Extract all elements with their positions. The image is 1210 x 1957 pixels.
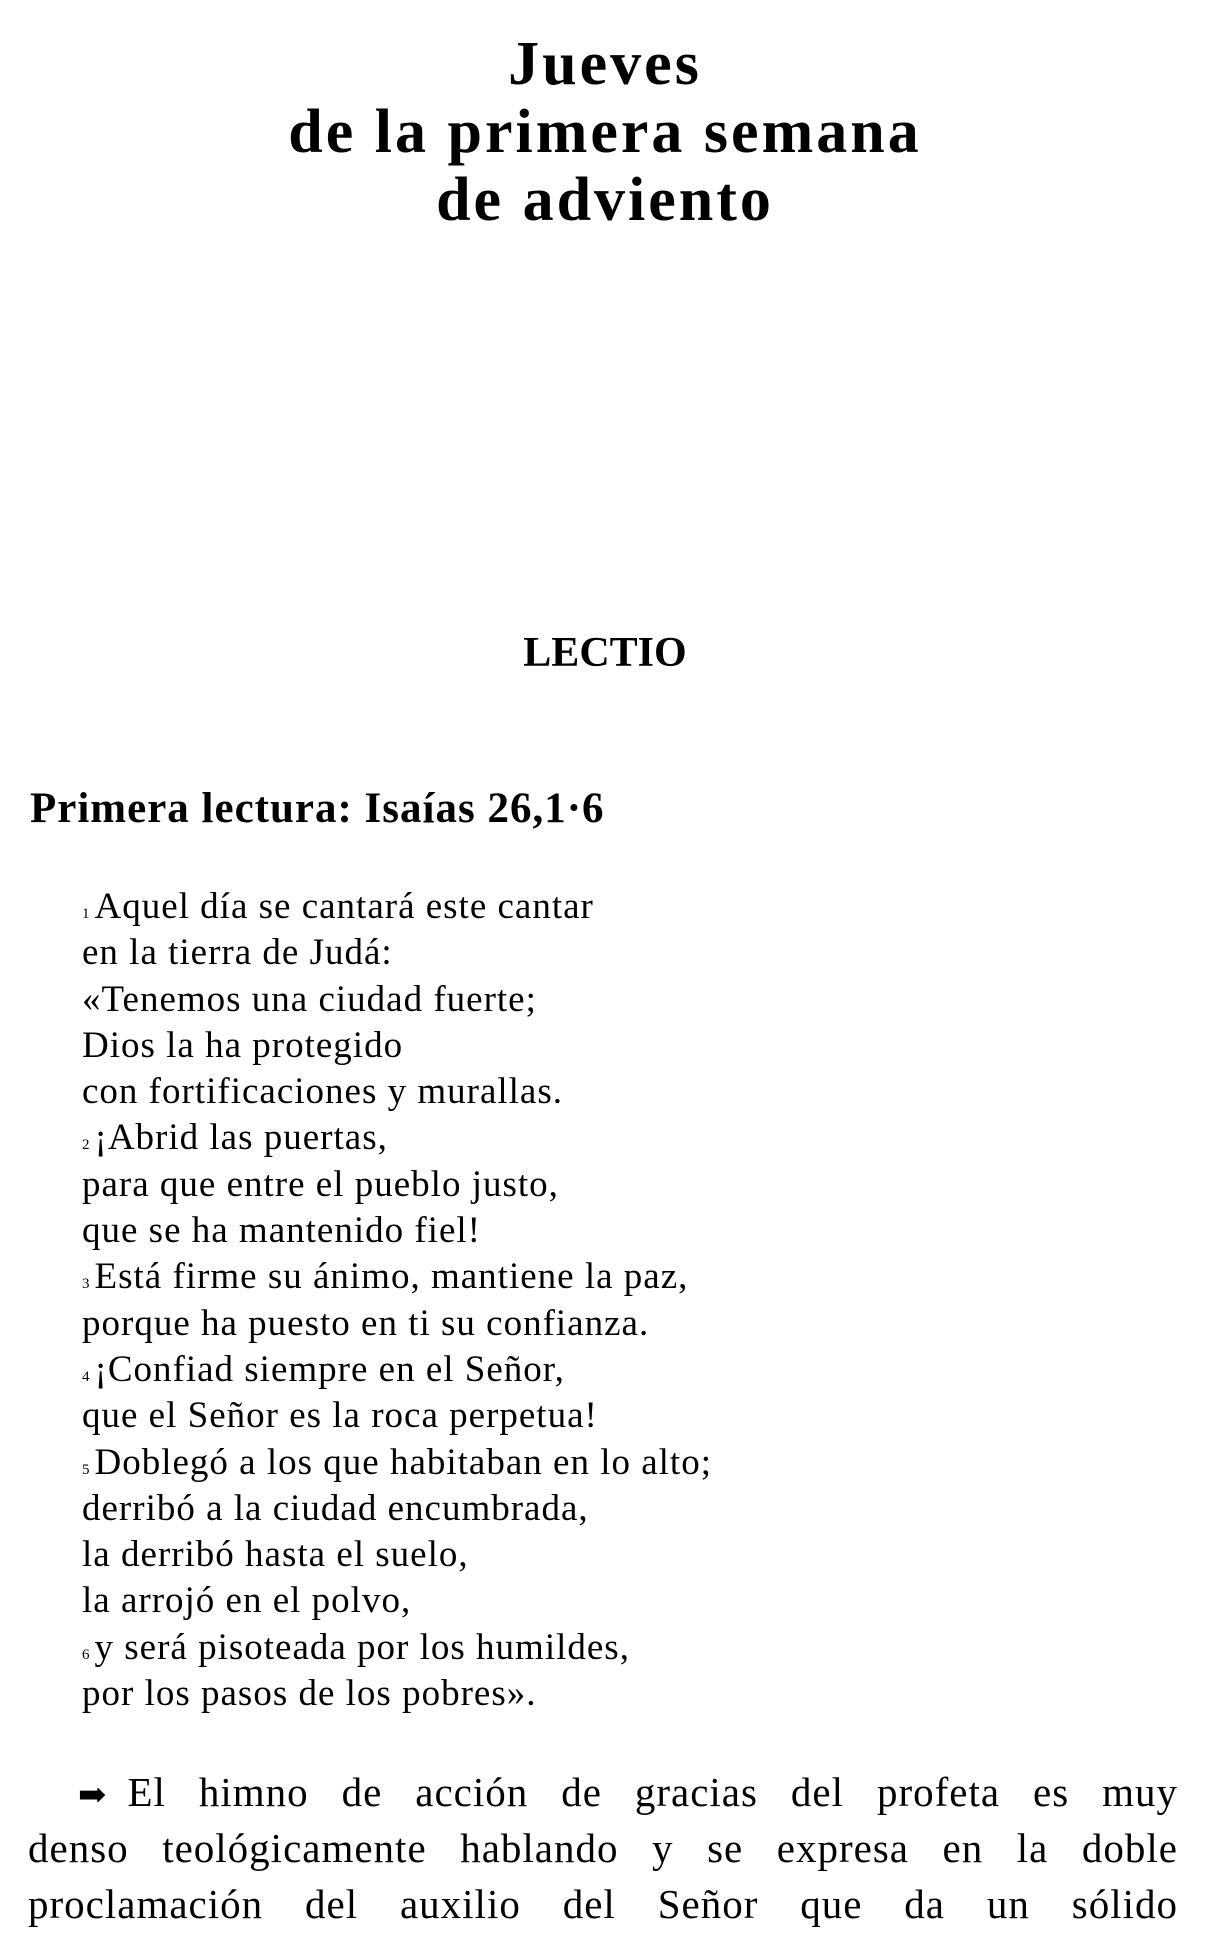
verse-text: «Tenemos una ciudad fuerte; — [82, 978, 537, 1020]
verse-line — [82, 1301, 712, 1347]
verse-line — [82, 884, 712, 930]
title-line-2: de la primera semana — [288, 98, 922, 166]
verse-text: y será pisoteada por los humildes, — [94, 1626, 630, 1668]
verse-line — [82, 930, 712, 976]
verse-line — [82, 1440, 712, 1486]
verse-text: derribó a la ciudad encumbrada, — [82, 1487, 589, 1529]
section-heading: LECTIO — [523, 630, 687, 676]
verse-text: la derribó hasta el suelo, — [82, 1534, 469, 1576]
verse-line — [82, 1578, 712, 1624]
verse-text: que el Señor es la roca perpetua! — [82, 1395, 598, 1437]
verse-list — [82, 884, 712, 1717]
arrow-right-icon: ➡ — [78, 1777, 108, 1814]
verse-text: con fortificaciones y murallas. — [82, 1071, 563, 1113]
verse-line — [82, 1023, 712, 1069]
commentary-line-2: denso teológicamente hablando y se expresa en la doble — [28, 1825, 1178, 1871]
verse-text: ¡Abrid las puertas, — [94, 1117, 388, 1159]
verse-text: ¡Confiad siempre en el Señor, — [94, 1348, 565, 1390]
commentary-line-3: proclamación del auxilio del Señor que da un sólido — [28, 1881, 1178, 1927]
verse-text: la arrojó en el polvo, — [82, 1580, 412, 1622]
commentary-line-1: ➡ El himno de acción de gracias del profeta es muy — [28, 1764, 1178, 1820]
verse-line — [82, 1162, 712, 1208]
verse-text: en la tierra de Judá: — [82, 932, 393, 974]
verse-line — [82, 1208, 712, 1254]
verse-number: 3 — [82, 1276, 91, 1293]
verse-text: que se ha mantenido fiel! — [82, 1210, 481, 1252]
verse-number: 5 — [82, 1461, 91, 1478]
verse-line — [82, 1532, 712, 1578]
verse-line — [82, 1347, 712, 1393]
verse-line — [82, 1069, 712, 1115]
verse-text: Doblegó a los que habitaban en lo alto; — [94, 1441, 712, 1483]
reading-heading: Primera lectura: Isaías 26,1·6 — [30, 785, 605, 832]
verse-text: para que entre el pueblo justo, — [82, 1163, 559, 1205]
verse-line — [82, 1115, 712, 1161]
verse-line — [82, 977, 712, 1023]
title-line-3: de adviento — [436, 166, 774, 234]
verse-line — [82, 1486, 712, 1532]
verse-text: por los pasos de los pobres». — [82, 1673, 537, 1715]
verse-number: 6 — [82, 1646, 91, 1663]
verse-number: 4 — [82, 1368, 91, 1385]
verse-number: 2 — [82, 1137, 91, 1154]
verse-line — [82, 1254, 712, 1300]
verse-text: porque ha puesto en ti su confianza. — [82, 1302, 650, 1344]
verse-number: 1 — [82, 906, 91, 922]
verse-text: Aquel día se cantará este cantar — [94, 886, 594, 927]
verse-text: Dios la ha protegido — [82, 1024, 404, 1066]
page-title — [0, 30, 1210, 234]
verse-text: Está firme su ánimo, mantiene la paz, — [94, 1256, 689, 1298]
verse-line — [82, 1625, 712, 1671]
verse-line — [82, 1671, 712, 1717]
title-line-1: Jueves — [508, 30, 702, 98]
verse-line — [82, 1393, 712, 1439]
commentary-paragraph — [28, 1764, 1178, 1932]
